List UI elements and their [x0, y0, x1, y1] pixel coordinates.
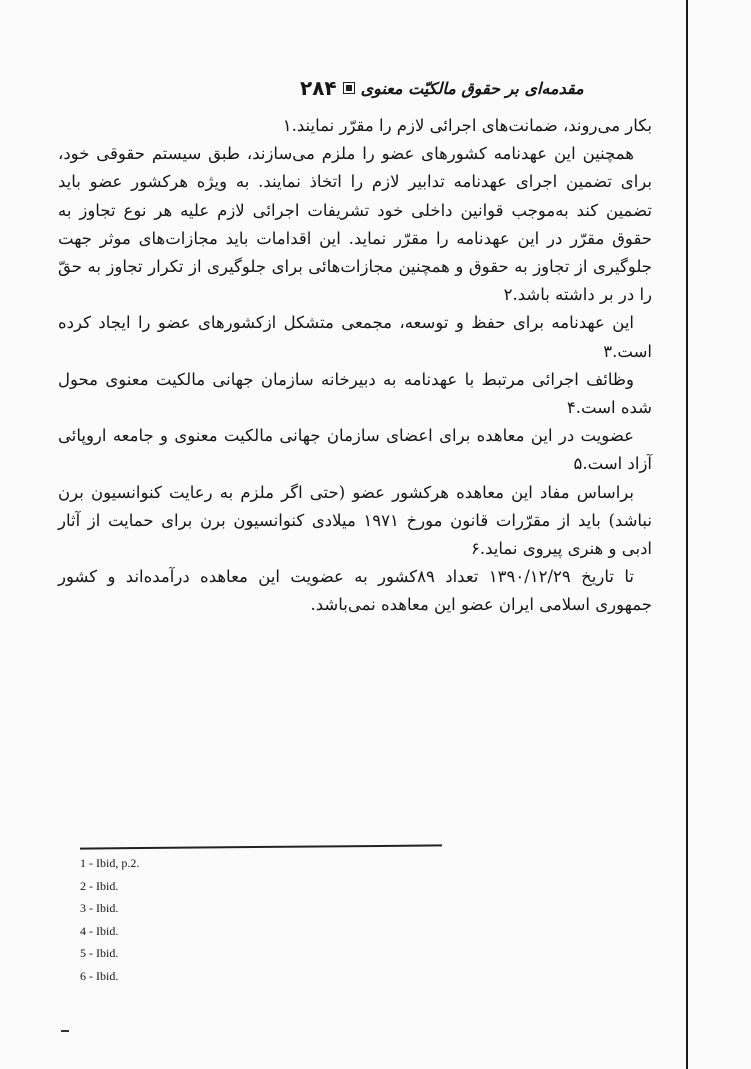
- footnote-3: 3 - Ibid.: [80, 901, 119, 915]
- footnote-6: 6 - Ibid.: [80, 968, 119, 983]
- paragraph-4: وظائف اجرائی مرتبط با عهدنامه به دبیرخانه سازمان جهانی مالکیت معنوی محول شده است.۴: [58, 369, 652, 418]
- paragraph-7: تا تاریخ ۱۳۹۰/۱۲/۲۹ تعداد ۸۹کشور به عضویت این معاهده درآمده‌اند و کشور جمهوری اسلامی ایران عضو این معاهده نمی‌باشد.: [58, 567, 652, 615]
- page-number: ۲۸۴: [300, 76, 337, 100]
- paragraph-5: عضویت در این معاهده برای اعضای سازمان جهانی مالکیت معنوی و جامعه اروپائی آزاد است.۵: [58, 426, 652, 474]
- paragraph-3: این عهدنامه برای حفظ و توسعه، مجمعی متشکل ازکشورهای عضو را ایجاد کرده است.۳: [58, 313, 652, 361]
- footnotes: [80, 852, 380, 987]
- footnote-2: 2 - Ibid.: [80, 878, 119, 893]
- scan-corner-mark: [61, 1030, 69, 1032]
- right-margin-rule: [686, 0, 688, 1069]
- paragraph-6: براساس مفاد این معاهده هرکشور عضو (حتی اگر ملزم به رعایت کنوانسیون برن نباشد) باید از مقرّرات قانون مورخ ۱۹۷۱ میلادی کنوانسیون برن برای حمایت از آثار ادبی و هنری پیروی نماید.۶: [58, 482, 653, 559]
- footnote-5: 5 - Ibid.: [80, 946, 119, 960]
- running-header: [300, 70, 652, 106]
- square-ornament-icon: [343, 82, 355, 94]
- running-title: مقدمه‌ای بر حقوق مالکیّت معنوی: [360, 78, 584, 98]
- paragraph-2: همچنین این عهدنامه کشورهای عضو را ملزم می‌سازند، طبق سیستم حقوقی خود، برای تضمین اجرای عهدنامه تدابیر لازم را اتخاذ نمایند. به ویژه هرکشور عضو باید تضمین کند به‌موجب قوانین داخلی خود تشریفات اجرائی لازم علیه هر نوع تجاوز به حقوق مقرّر در این عهدنامه را مقرّر نماید. این اقدامات باید مجازات‌های موثر جهت جلوگیری از تجاوز به حقوق و همچنین مجازات‌هائی برای جلوگیری از تکرار تجاوز به حقّ را در بر داشته باشد.۲: [58, 144, 652, 305]
- footnote-divider: [80, 844, 442, 849]
- body-text: [58, 112, 652, 620]
- paragraph-1: بکار می‌روند، ضمانت‌های اجرائی لازم را مقرّر نمایند.۱: [282, 116, 652, 135]
- footnote-4: 4 - Ibid.: [80, 923, 119, 938]
- footnote-1: 1 - Ibid, p.2.: [80, 856, 140, 870]
